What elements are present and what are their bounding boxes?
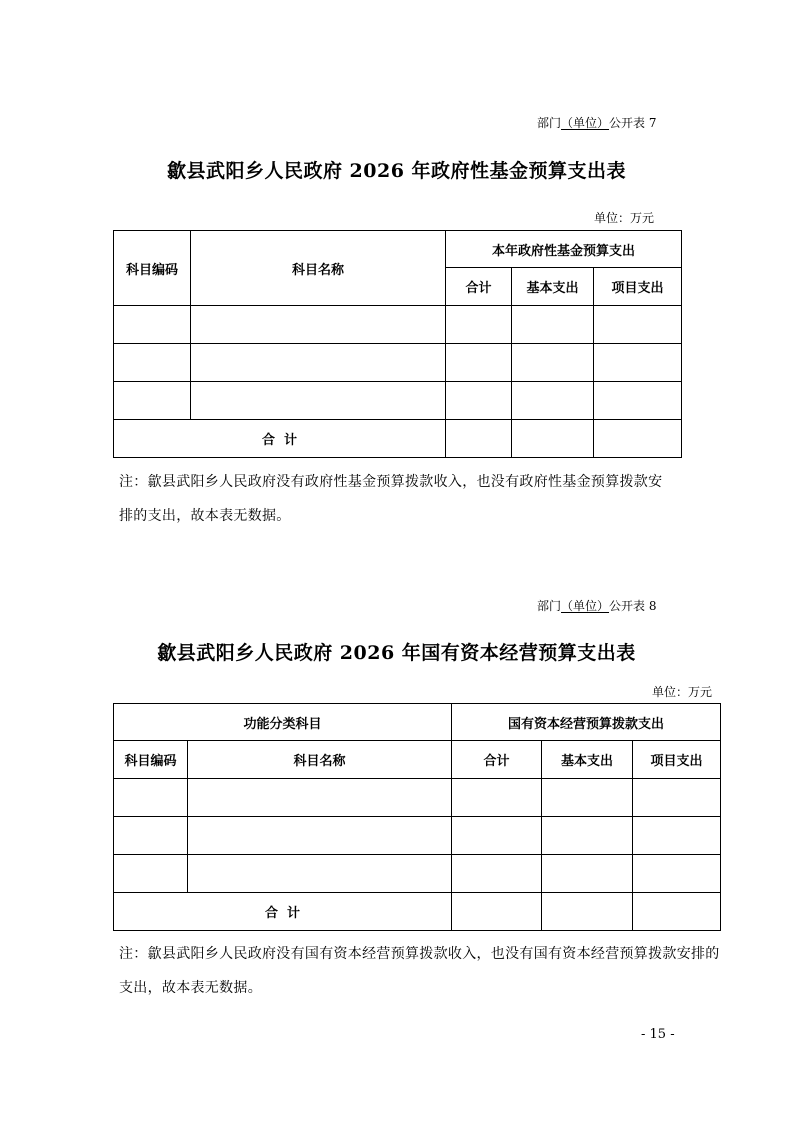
cell [114, 382, 191, 420]
dept-label-suffix: 公开表 8 [609, 599, 657, 613]
cell [512, 306, 594, 344]
header-basic: 基本支出 [512, 268, 594, 306]
total-row [114, 420, 682, 458]
cell [446, 382, 512, 420]
cell [188, 817, 452, 855]
table-row [114, 855, 721, 893]
table-row [114, 382, 682, 420]
unit-label-7: 单位：万元 [594, 211, 655, 225]
cell [594, 344, 682, 382]
header-group: 本年政府性基金预算支出 [446, 231, 682, 268]
cell [542, 817, 633, 855]
table-row [114, 779, 721, 817]
header-total: 合计 [446, 268, 512, 306]
cell [512, 344, 594, 382]
dept-label-prefix: 部门 [537, 116, 562, 130]
cell [446, 344, 512, 382]
cell [452, 893, 542, 931]
cell [114, 817, 188, 855]
cell [446, 306, 512, 344]
dept-label-suffix: 公开表 7 [609, 116, 657, 130]
header-basic: 基本支出 [542, 741, 633, 779]
cell [542, 893, 633, 931]
dept-label-8 [537, 597, 656, 614]
header-code: 科目编码 [114, 741, 188, 779]
header-group-left: 功能分类科目 [114, 704, 452, 741]
header-project: 项目支出 [633, 741, 721, 779]
cell [633, 779, 721, 817]
cell [191, 306, 446, 344]
header-name: 科目名称 [188, 741, 452, 779]
header-code: 科目编码 [114, 231, 191, 306]
cell [191, 382, 446, 420]
cell [594, 420, 682, 458]
dept-label-7 [537, 114, 656, 131]
cell [191, 344, 446, 382]
cell [542, 855, 633, 893]
cell [594, 306, 682, 344]
header-project: 项目支出 [594, 268, 682, 306]
total-row [114, 893, 721, 931]
table-row [114, 306, 682, 344]
cell [452, 779, 542, 817]
table-8-note: 注：歙县武阳乡人民政府没有国有资本经营预算拨款收入，也没有国有资本经营预算拨款安排的支出，故本表无数据。 [119, 946, 720, 996]
cell [114, 306, 191, 344]
table-row [114, 817, 721, 855]
page-number: - 15 - [641, 1027, 675, 1042]
dept-label-unit: （单位） [561, 116, 610, 130]
cell [452, 855, 542, 893]
cell [446, 420, 512, 458]
cell [594, 382, 682, 420]
unit-label-8: 单位：万元 [652, 685, 713, 699]
table-7-title: 歙县武阳乡人民政府 2026 年政府性基金预算支出表 [166, 160, 627, 182]
cell [114, 855, 188, 893]
cell [512, 420, 594, 458]
header-total: 合计 [452, 741, 542, 779]
dept-label-prefix: 部门 [537, 599, 562, 613]
cell [633, 893, 721, 931]
cell [188, 855, 452, 893]
header-name: 科目名称 [191, 231, 446, 306]
table-8-title: 歙县武阳乡人民政府 2026 年国有资本经营预算支出表 [157, 642, 636, 664]
dept-label-unit: （单位） [561, 599, 610, 613]
cell [114, 779, 188, 817]
cell [512, 382, 594, 420]
cell [114, 344, 191, 382]
cell [633, 855, 721, 893]
total-row-label: 合 计 [114, 893, 452, 931]
table-7-note: 注：歙县武阳乡人民政府没有政府性基金预算拨款收入，也没有政府性基金预算拨款安排的支出，故本表无数据。 [119, 474, 663, 524]
table-row [114, 344, 682, 382]
table-7 [113, 230, 682, 458]
table-8 [113, 703, 721, 931]
header-group-right: 国有资本经营预算拨款支出 [452, 704, 721, 741]
cell [542, 779, 633, 817]
total-row-label: 合 计 [114, 420, 446, 458]
cell [633, 817, 721, 855]
cell [452, 817, 542, 855]
cell [188, 779, 452, 817]
